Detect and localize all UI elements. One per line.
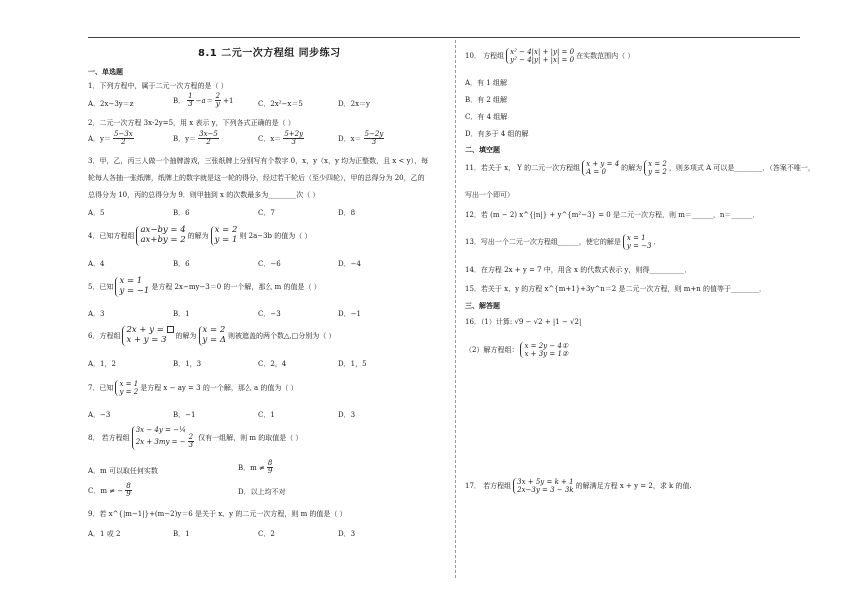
q9-stem: 9．若 x^{|m−1|}+(m−2)y＝6 是关于 x、y 的二元一次方程，则 m 的值是（ ）: [88, 510, 347, 518]
q2-stem: 2．二元一次方程 3x-2y=5，用 x 表示 y，下列各式正确的是（ ）: [88, 119, 295, 127]
q5-stem: 5．已知 x = 1 y = −1 是方程 2x−my−3＝0 的一个解，那么 m 的值是（ ）: [88, 276, 321, 296]
q7-option-c[interactable]: C．1: [258, 411, 275, 419]
q3-line3: 总得分为 10，丙的总得分为 9．则甲抽到 x 的次数最多为________次（ ）: [88, 191, 320, 199]
q1-stem: 1．下列方程中，属于二元一次方程的是（ ）: [88, 82, 228, 90]
q10-system: x² − 4|x| + |y| = 0 y² − 4|y| + |x| = 0: [506, 48, 574, 64]
q10-stem: 10． 方程组 x² − 4|x| + |y| = 0 y² − 4|y| + |x| = 0 在实数范围内（ ）: [465, 48, 635, 65]
q2-option-d[interactable]: D．x＝ $\frac{5-2y}{3}$: [338, 130, 384, 147]
q11-line2: 写出一个即可）: [465, 191, 514, 199]
q11-solution: x = 2 y = 2: [644, 160, 667, 176]
q2-option-b[interactable]: B．y＝ $\frac{3x-5}{2}$: [173, 130, 218, 147]
q8-system: 3x − 4y = −¼ 2x + 3my = − $\frac{2}{3}$: [132, 426, 196, 450]
q13-solution: x = 1 y = −3: [623, 234, 652, 250]
q2-option-a[interactable]: A．y＝ $\frac{5-3x}{2}$: [88, 130, 133, 147]
q10-option-d[interactable]: D．有多于 4 组的解: [465, 130, 529, 138]
q12-stem: 12．若 (m − 2) x^{|n|} + y^{m²−3} = 0 是二元一次方程，则 m＝______，n＝______．: [465, 211, 760, 219]
hidden-square: [167, 326, 174, 333]
q10-option-a[interactable]: A．有 1 组解: [465, 79, 507, 87]
q11-system: x + y = 4 A = 0: [582, 160, 619, 176]
q1-option-b[interactable]: B． $\frac{1}{3}$ −a＝ $\frac{2}{y}$ +1: [173, 92, 234, 109]
q16-part2: （2）解方程组： x = 2y − 4① x + 3y = 1②: [465, 342, 569, 359]
q6-option-b[interactable]: B．1，3: [173, 360, 202, 368]
q5-solution: x = 1 y = −1: [115, 277, 149, 297]
q7-stem: 7．已知 x = 1 y = 2 是方程 x − ay = 3 的一个解，那么 a 的值为（ ）: [88, 380, 298, 397]
q17-system: 3x + 5y = k + 1 2x−3y = 3 − 3k: [513, 478, 573, 494]
q11-stem: 11．若关于 x， Y 的二元一次方程组 x + y = 4 A = 0 的解为 x = 2 y = 2 ，则多项式 A 可以是________．（答案不唯一，: [465, 160, 815, 177]
q16-system: x = 2y − 4① x + 3y = 1②: [520, 342, 568, 358]
q2-option-c[interactable]: C．x＝ $\frac{5+2y}{3}$: [258, 130, 304, 147]
q6-option-c[interactable]: C．2，4: [258, 360, 287, 368]
q6-option-a[interactable]: A．1，2: [88, 360, 116, 368]
q4-option-d[interactable]: D．−4: [338, 260, 361, 268]
q4-option-a[interactable]: A．4: [88, 260, 105, 268]
q15-stem: 15．若关于 x、y 的方程 x^{m+1}+3y^n＝2 是二元一次方程，则 m+n 的值等于________．: [465, 285, 766, 293]
q1-option-c[interactable]: C．2x²−x＝5: [258, 100, 303, 108]
section-fill-blank: 二、填空题: [465, 146, 500, 154]
q1-option-a[interactable]: A．2x−3y＝z: [88, 100, 134, 108]
q9-option-d[interactable]: D．3: [338, 530, 356, 538]
q14-stem: 14．在方程 2x + y = 7 中，用含 x 的代数式表示 y，则得__________．: [465, 266, 692, 274]
q1-option-d[interactable]: D．2x＝y: [338, 100, 370, 108]
q3-option-d[interactable]: D．8: [338, 209, 356, 217]
q8-stem: 8． 若方程组 3x − 4y = −¼ 2x + 3my = − $\frac{2}{3}$ 仅有一组解，则 m 的取值是（ ）: [88, 426, 303, 450]
q3-option-c[interactable]: C．7: [258, 209, 275, 217]
section-single-choice: 一、单选题: [88, 68, 123, 76]
q8-option-c[interactable]: C．m ≠ − $\frac{8}{9}$: [88, 482, 131, 499]
q4-system: ax−by = 4 ax+by = 2: [136, 226, 185, 246]
q6-option-d[interactable]: D．1，5: [338, 360, 367, 368]
q4-solution: x = 2 y = 1: [211, 226, 238, 246]
q6-stem: 6．方程组 2x + y = x + y = 3 的解为 x = 2 y = Δ 则被遮盖的两个数△,□分别为（ ）: [88, 325, 336, 345]
q17-stem: 17． 若方程组 3x + 5y = k + 1 2x−3y = 3 − 3k 的解满足方程 x + y = 2，求 k 的值.: [465, 478, 692, 495]
q5-option-b[interactable]: B．1: [173, 310, 190, 318]
q7-solution: x = 1 y = 2: [115, 380, 138, 396]
q4-option-b[interactable]: B．6: [173, 260, 190, 268]
header-rule: [88, 37, 800, 38]
q4-option-c[interactable]: C．−6: [258, 260, 281, 268]
q6-solution: x = 2 y = Δ: [199, 326, 226, 346]
q3-option-a[interactable]: A．5: [88, 209, 105, 217]
page-title: 8.1 二元一次方程组 同步练习: [198, 48, 341, 59]
q9-option-c[interactable]: C．2: [258, 530, 275, 538]
q7-option-a[interactable]: A．−3: [88, 411, 111, 419]
q5-option-c[interactable]: C．−3: [258, 310, 281, 318]
q16-part1: 16．（1）计算: √9 − √2 + |1 − √2|: [465, 318, 582, 326]
q8-option-d[interactable]: D．以上均不对: [238, 488, 286, 496]
q9-option-b[interactable]: B．1: [173, 530, 190, 538]
section-solve: 三、解答题: [465, 302, 500, 310]
q3-line2: 轮每人各抽一张纸牌，纸牌上的数字就是这一轮的得分，经过若干轮后（至少四轮），甲的总得分为 20，乙的: [88, 174, 425, 182]
q3-option-b[interactable]: B．6: [173, 209, 190, 217]
q5-option-a[interactable]: A．3: [88, 310, 105, 318]
q10-option-b[interactable]: B．有 2 组解: [465, 96, 508, 104]
q5-option-d[interactable]: D．−1: [338, 310, 361, 318]
q9-option-a[interactable]: A．1 或 2: [88, 530, 121, 538]
q8-option-a[interactable]: A．m 可以取任何实数: [88, 467, 158, 475]
column-divider: [455, 40, 456, 578]
q6-system: 2x + y = x + y = 3: [122, 326, 173, 346]
q3-line1: 3．甲，乙，丙三人做一个抽牌游戏，三张纸牌上分别写有个数字 0，x，y（x，y 均为正整数，且 x < y），每: [88, 157, 429, 165]
q13-stem: 13．写出一个二元一次方程组______，使它的解是 x = 1 y = −3 ．: [465, 234, 661, 251]
q4-stem: 4．已知方程组 ax−by = 4 ax+by = 2 的解为 x = 2 y = 1 则 2a−3b 的值为（ ）: [88, 225, 312, 245]
q10-option-c[interactable]: C．有 4 组解: [465, 113, 508, 121]
q7-option-d[interactable]: D．3: [338, 411, 356, 419]
q8-option-b[interactable]: B．m ≠ $\frac{8}{9}$: [238, 459, 273, 476]
q7-option-b[interactable]: B．−1: [173, 411, 196, 419]
